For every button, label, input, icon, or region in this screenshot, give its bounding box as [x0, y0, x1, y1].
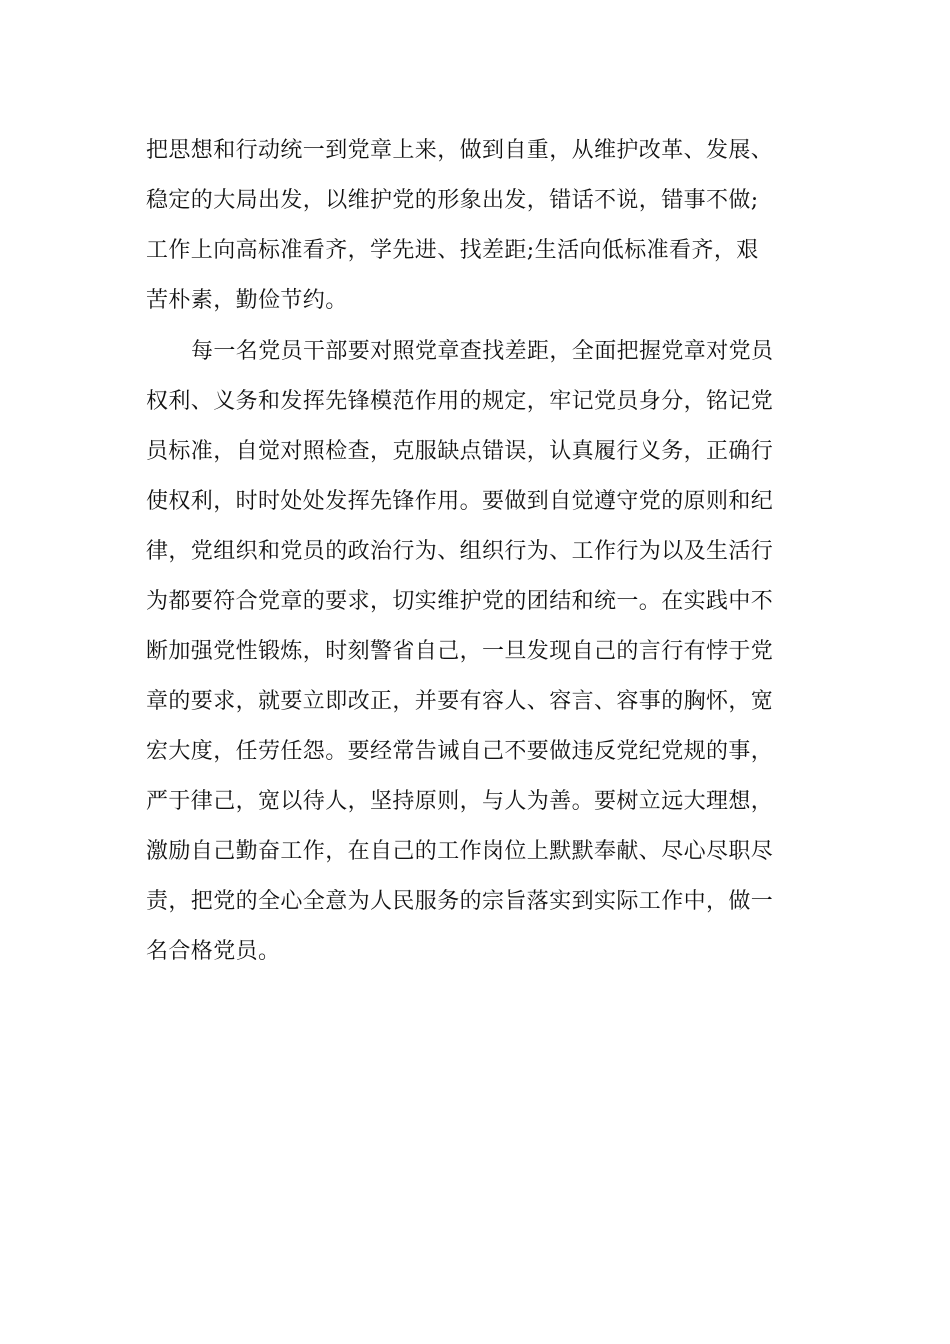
- paragraph-2-line-9: 宏大度，任劳任怨。要经常告诫自己不要做违反党纪党规的事，: [146, 739, 774, 764]
- paragraph-2-line-7: 断加强党性锻炼，时刻警省自己，一旦发现自己的言行有悖于党: [146, 639, 774, 664]
- paragraph-1-line-1: 把思想和行动统一到党章上来，做到自重，从维护改革、发展、: [146, 138, 774, 163]
- paragraph-1-line-2: 稳定的大局出发，以维护党的形象出发，错话不说，错事不做;: [146, 188, 759, 213]
- paragraph-2-line-3: 员标准，自觉对照检查，克服缺点错误，认真履行义务，正确行: [146, 439, 774, 464]
- paragraph-2-line-8: 章的要求，就要立即改正，并要有容人、容言、容事的胸怀，宽: [146, 689, 774, 714]
- paragraph-2-line-4: 使权利，时时处处发挥先锋作用。要做到自觉遵守党的原则和纪: [146, 489, 774, 514]
- paragraph-2-line-5: 律，党组织和党员的政治行为、组织行为、工作行为以及生活行: [146, 539, 774, 564]
- paragraph-2-line-10: 严于律己，宽以待人，坚持原则，与人为善。要树立远大理想，: [146, 789, 774, 814]
- paragraph-2-line-6: 为都要符合党章的要求，切实维护党的团结和统一。在实践中不: [146, 589, 774, 614]
- paragraph-2-line-11: 激励自己勤奋工作，在自己的工作岗位上默默奉献、尽心尽职尽: [146, 839, 774, 864]
- paragraph-1-line-4: 苦朴素，勤俭节约。: [146, 288, 348, 313]
- paragraph-1-line-3: 工作上向高标准看齐，学先进、找差距;生活向低标准看齐，艰: [146, 238, 759, 263]
- paragraph-2-line-1: 每一名党员干部要对照党章查找差距，全面把握党章对党员: [191, 339, 774, 364]
- paragraph-2-line-13: 名合格党员。: [146, 939, 281, 964]
- paragraph-2-line-2: 权利、义务和发挥先锋模范作用的规定，牢记党员身分，铭记党: [146, 389, 774, 414]
- paragraph-2-line-12: 责，把党的全心全意为人民服务的宗旨落实到实际工作中，做一: [146, 889, 774, 914]
